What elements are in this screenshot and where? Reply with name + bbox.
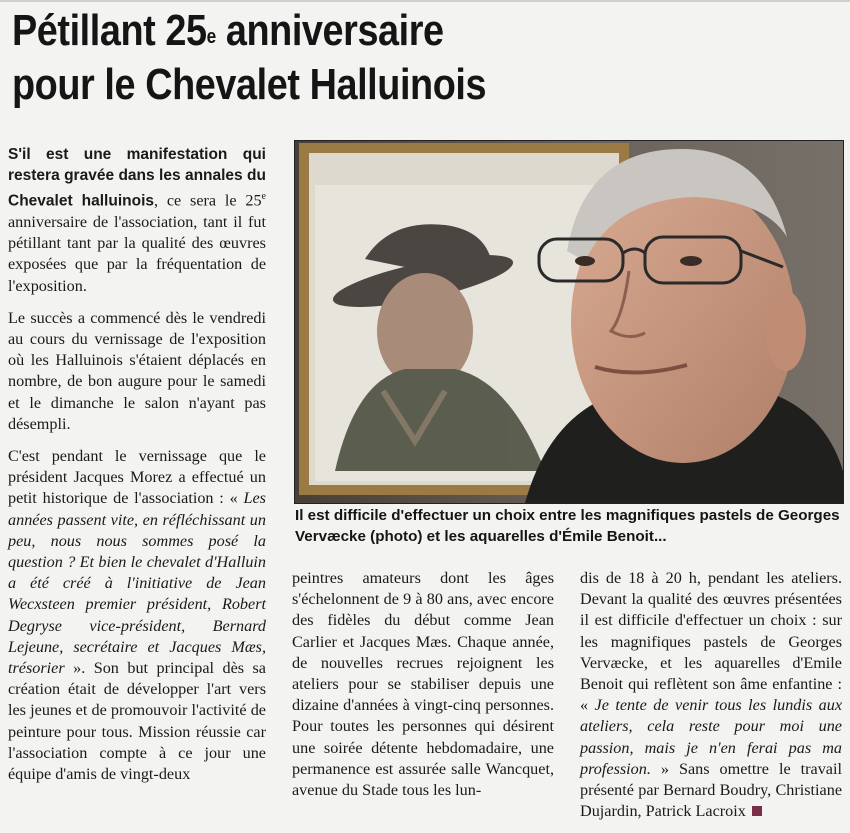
column-3-start: dis de 18 à 20 h, pendant les ateliers. Devant la qualité des œuvres présentées il est difficile d'effectuer un choix : sur les magnifiques pastels de Georges Vervæcke, et les aquarelles d'Emile Benoit qui reflètent son âme enfantine : « xyxy=(580,569,842,715)
column-3-quote: Je tente de venir tous les lundis aux ateliers, cela reste pour moi une passion, mais je n'en ferai pas ma profession. xyxy=(580,696,842,778)
paragraph-3-quote: Les années passent vite, en réfléchissant un peu, nous nous sommes posé la question ? Et bien le chevalet d'Halluin a été créé à l'initiative de Jean Wecxsteen premier président, Robert Degryse vice-président, Bernard Lejeune, secrétaire et Jacques Mæs, trésorier xyxy=(8,489,266,678)
article-column-3 xyxy=(580,568,842,833)
article-column-1 xyxy=(8,144,266,796)
end-of-article-mark xyxy=(752,806,762,816)
article-headline xyxy=(12,4,717,112)
column-2-text: peintres amateurs dont les âges s'échelonnent de 9 à 80 ans, avec encore des fidèles du début comme Jean Carlier et Jacques Mæs. Chaque année, de nouvelles recrues rejoignent les ateliers pour se stabiliser depuis une dizaine d'années à vingt-cinq personnes. Pour toutes les personnes qui désirent une soirée détente hebdomadaire, une permanence est assurée salle Wancquet, avenue du Stade tous les lun- xyxy=(292,569,554,800)
lead-text-a: , ce sera le 25 xyxy=(154,191,262,210)
column-3-text xyxy=(580,568,842,822)
top-rule xyxy=(0,0,850,2)
photo-caption: Il est difficile d'effectuer un choix entre les magnifiques pastels de Georges Vervæcke (photo) et les aquarelles d'Émile Benoit... xyxy=(295,507,840,545)
paragraph-3 xyxy=(8,446,266,785)
lead-bold-text: S'il est une manifestation qui restera gravée dans les annales du Chevalet halluinois xyxy=(8,146,266,210)
column-3-end: » Sans omettre le travail présenté par Bernard Boudry, Christiane Dujardin, Patrick Lacroix xyxy=(580,759,842,821)
photo-illustration xyxy=(295,141,843,503)
paragraph-3-end: ». Son but principal dès sa création était de développer l'art vers les jeunes et de promouvoir l'activité de peinture pour tous. Mission réussie car l'association compte à ce jour une équipe d'amis de vingt-deux xyxy=(8,659,266,784)
lead-text-b: anniversaire de l'association, tant il fut pétillant tant par la qualité des œuvres exposées que par la fréquentation de l'exposition. xyxy=(8,213,266,295)
headline-superscript: e xyxy=(206,26,216,48)
article-photo xyxy=(294,140,844,504)
paragraph-2: Le succès a commencé dès le vendredi au cours du vernissage de l'exposition où les Halluinois s'étaient déplacés en nombre, de bon augure pour le samedi et le dimanche le salon n'ayant pas désempli. xyxy=(8,308,266,433)
headline-line1-a: Pétillant 25 xyxy=(12,6,207,55)
article-column-2 xyxy=(292,568,554,812)
lead-superscript: e xyxy=(261,191,266,203)
lead-paragraph xyxy=(8,144,266,297)
headline-line2: pour le Chevalet Halluinois xyxy=(12,60,487,109)
paragraph-3-start: C'est pendant le vernissage que le président Jacques Morez a effectué un petit historique de l'association : « xyxy=(8,447,266,508)
headline-line1-b: anniversaire xyxy=(215,6,444,55)
